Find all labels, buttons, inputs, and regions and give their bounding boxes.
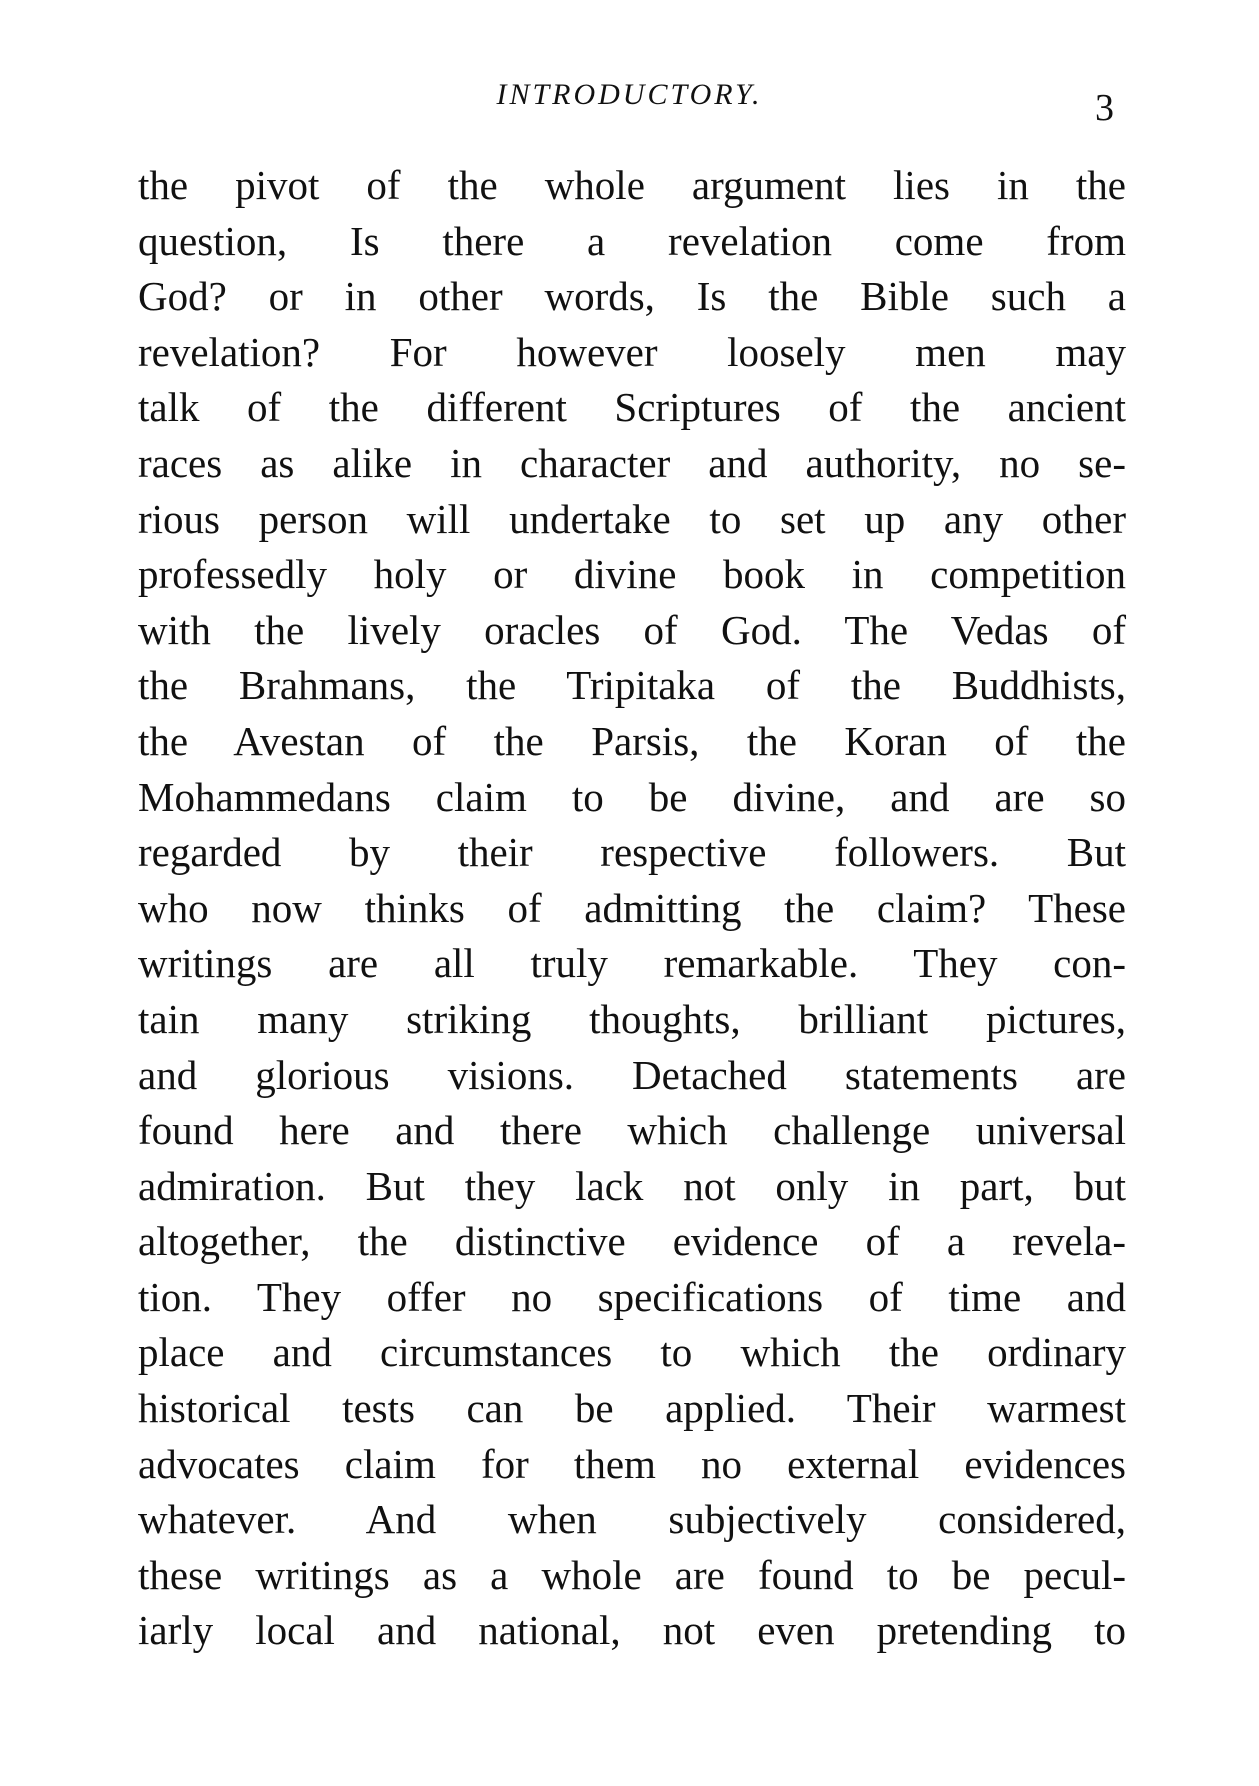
text-line: iarly local and national, not even pretending to — [138, 1607, 1126, 1654]
text-line: and glorious visions. Detached statements are — [138, 1051, 1126, 1098]
text-line: advocates claim for them no external evidences — [138, 1440, 1126, 1487]
text-line: these writings as a whole are found to be pecul- — [138, 1551, 1126, 1598]
text-line: tain many striking thoughts, brilliant pictures, — [138, 995, 1126, 1042]
text-line: rious person will undertake to set up any other — [138, 495, 1126, 542]
text-line: question, Is there a revelation come from — [138, 217, 1126, 264]
text-line: professedly holy or divine book in competition — [138, 551, 1126, 598]
text-line: the pivot of the whole argument lies in the — [138, 162, 1126, 208]
text-line: talk of the different Scriptures of the ancient — [138, 384, 1126, 431]
running-head: INTRODUCTORY. — [496, 78, 763, 111]
text-line: altogether, the distinctive evidence of a revela- — [138, 1218, 1126, 1265]
text-line: regarded by their respective followers. But — [138, 829, 1126, 876]
page-number: 3 — [1095, 87, 1114, 129]
text-line: writings are all truly remarkable. They con- — [138, 940, 1126, 987]
text-line: whatever. And when subjectively considered, — [138, 1496, 1126, 1543]
text-line: with the lively oracles of God. The Vedas of — [138, 606, 1126, 653]
page-header — [0, 78, 1259, 138]
text-line: the Avestan of the Parsis, the Koran of the — [138, 717, 1126, 764]
text-line: Mohammedans claim to be divine, and are so — [138, 773, 1126, 820]
text-line: the Brahmans, the Tripitaka of the Buddhists, — [138, 662, 1126, 709]
text-line: revelation? For however loosely men may — [138, 328, 1126, 375]
text-line: who now thinks of admitting the claim? These — [138, 884, 1126, 931]
text-line: God? or in other words, Is the Bible such a — [138, 273, 1126, 320]
text-line: tion. They offer no specifications of time and — [138, 1273, 1126, 1320]
body-text — [138, 158, 1126, 1659]
text-line: place and circumstances to which the ordinary — [138, 1329, 1126, 1376]
text-line: admiration. But they lack not only in part, but — [138, 1162, 1126, 1209]
text-line: historical tests can be applied. Their warmest — [138, 1385, 1126, 1432]
text-line: found here and there which challenge universal — [138, 1107, 1126, 1154]
text-line: races as alike in character and authority, no se- — [138, 439, 1126, 486]
